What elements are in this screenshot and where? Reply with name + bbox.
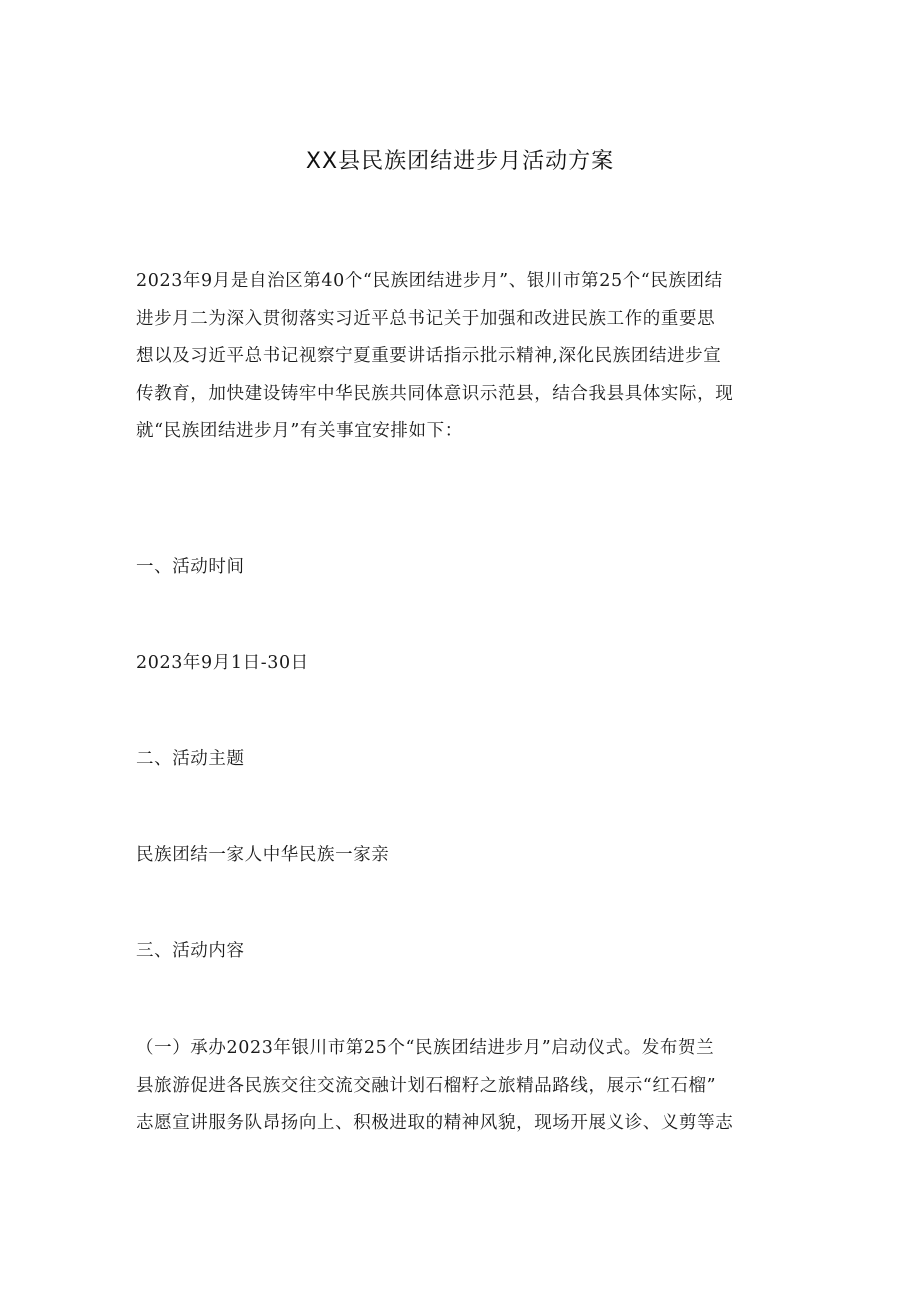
section-heading-content — [136, 933, 788, 971]
intro-line: 进步月二为深入贯彻落实习近平总书记关于加强和改进民族工作的重要思 — [136, 308, 716, 329]
content-line: 志愿宣讲服务队昂扬向上、积极进取的精神风貌，现场开展义诊、义剪等志 — [136, 1113, 734, 1133]
section-heading-text: 二、活动主题 — [136, 749, 245, 769]
section-heading-text: 一、活动时间 — [136, 557, 245, 577]
intro-line: 就“民族团结进步月”有关事宜安排如下： — [136, 421, 463, 441]
section-heading-theme — [136, 741, 788, 779]
content-item-1 — [136, 1030, 788, 1143]
activity-theme-text: 民族团结一家人中华民族一家亲 — [136, 845, 390, 865]
section-heading-time — [136, 549, 788, 587]
section-heading-text: 三、活动内容 — [136, 941, 245, 961]
content-line: （一）承办2023年银川市第25个“民族团结进步月”启动仪式。发布贺兰 — [136, 1038, 715, 1058]
activity-date-text: 2023年9月1日-30日 — [136, 653, 309, 673]
intro-line: 传教育，加快建设铸牢中华民族共同体意识示范县，结合我县具体实际，现 — [136, 383, 734, 404]
intro-line: 2023年9月是自治区第40个“民族团结进步月”、银川市第25个“民族团结 — [136, 271, 723, 291]
activity-date — [136, 645, 788, 683]
intro-paragraph — [136, 263, 788, 451]
document-title: XX县民族团结进步月活动方案 — [305, 149, 615, 174]
activity-theme — [136, 837, 788, 875]
content-line: 县旅游促进各民族交往交流交融计划石榴籽之旅精品路线，展示“红石榴” — [136, 1075, 717, 1096]
intro-line: 想以及习近平总书记视察宁夏重要讲话指示批示精神,深化民族团结进步宣 — [136, 346, 722, 366]
